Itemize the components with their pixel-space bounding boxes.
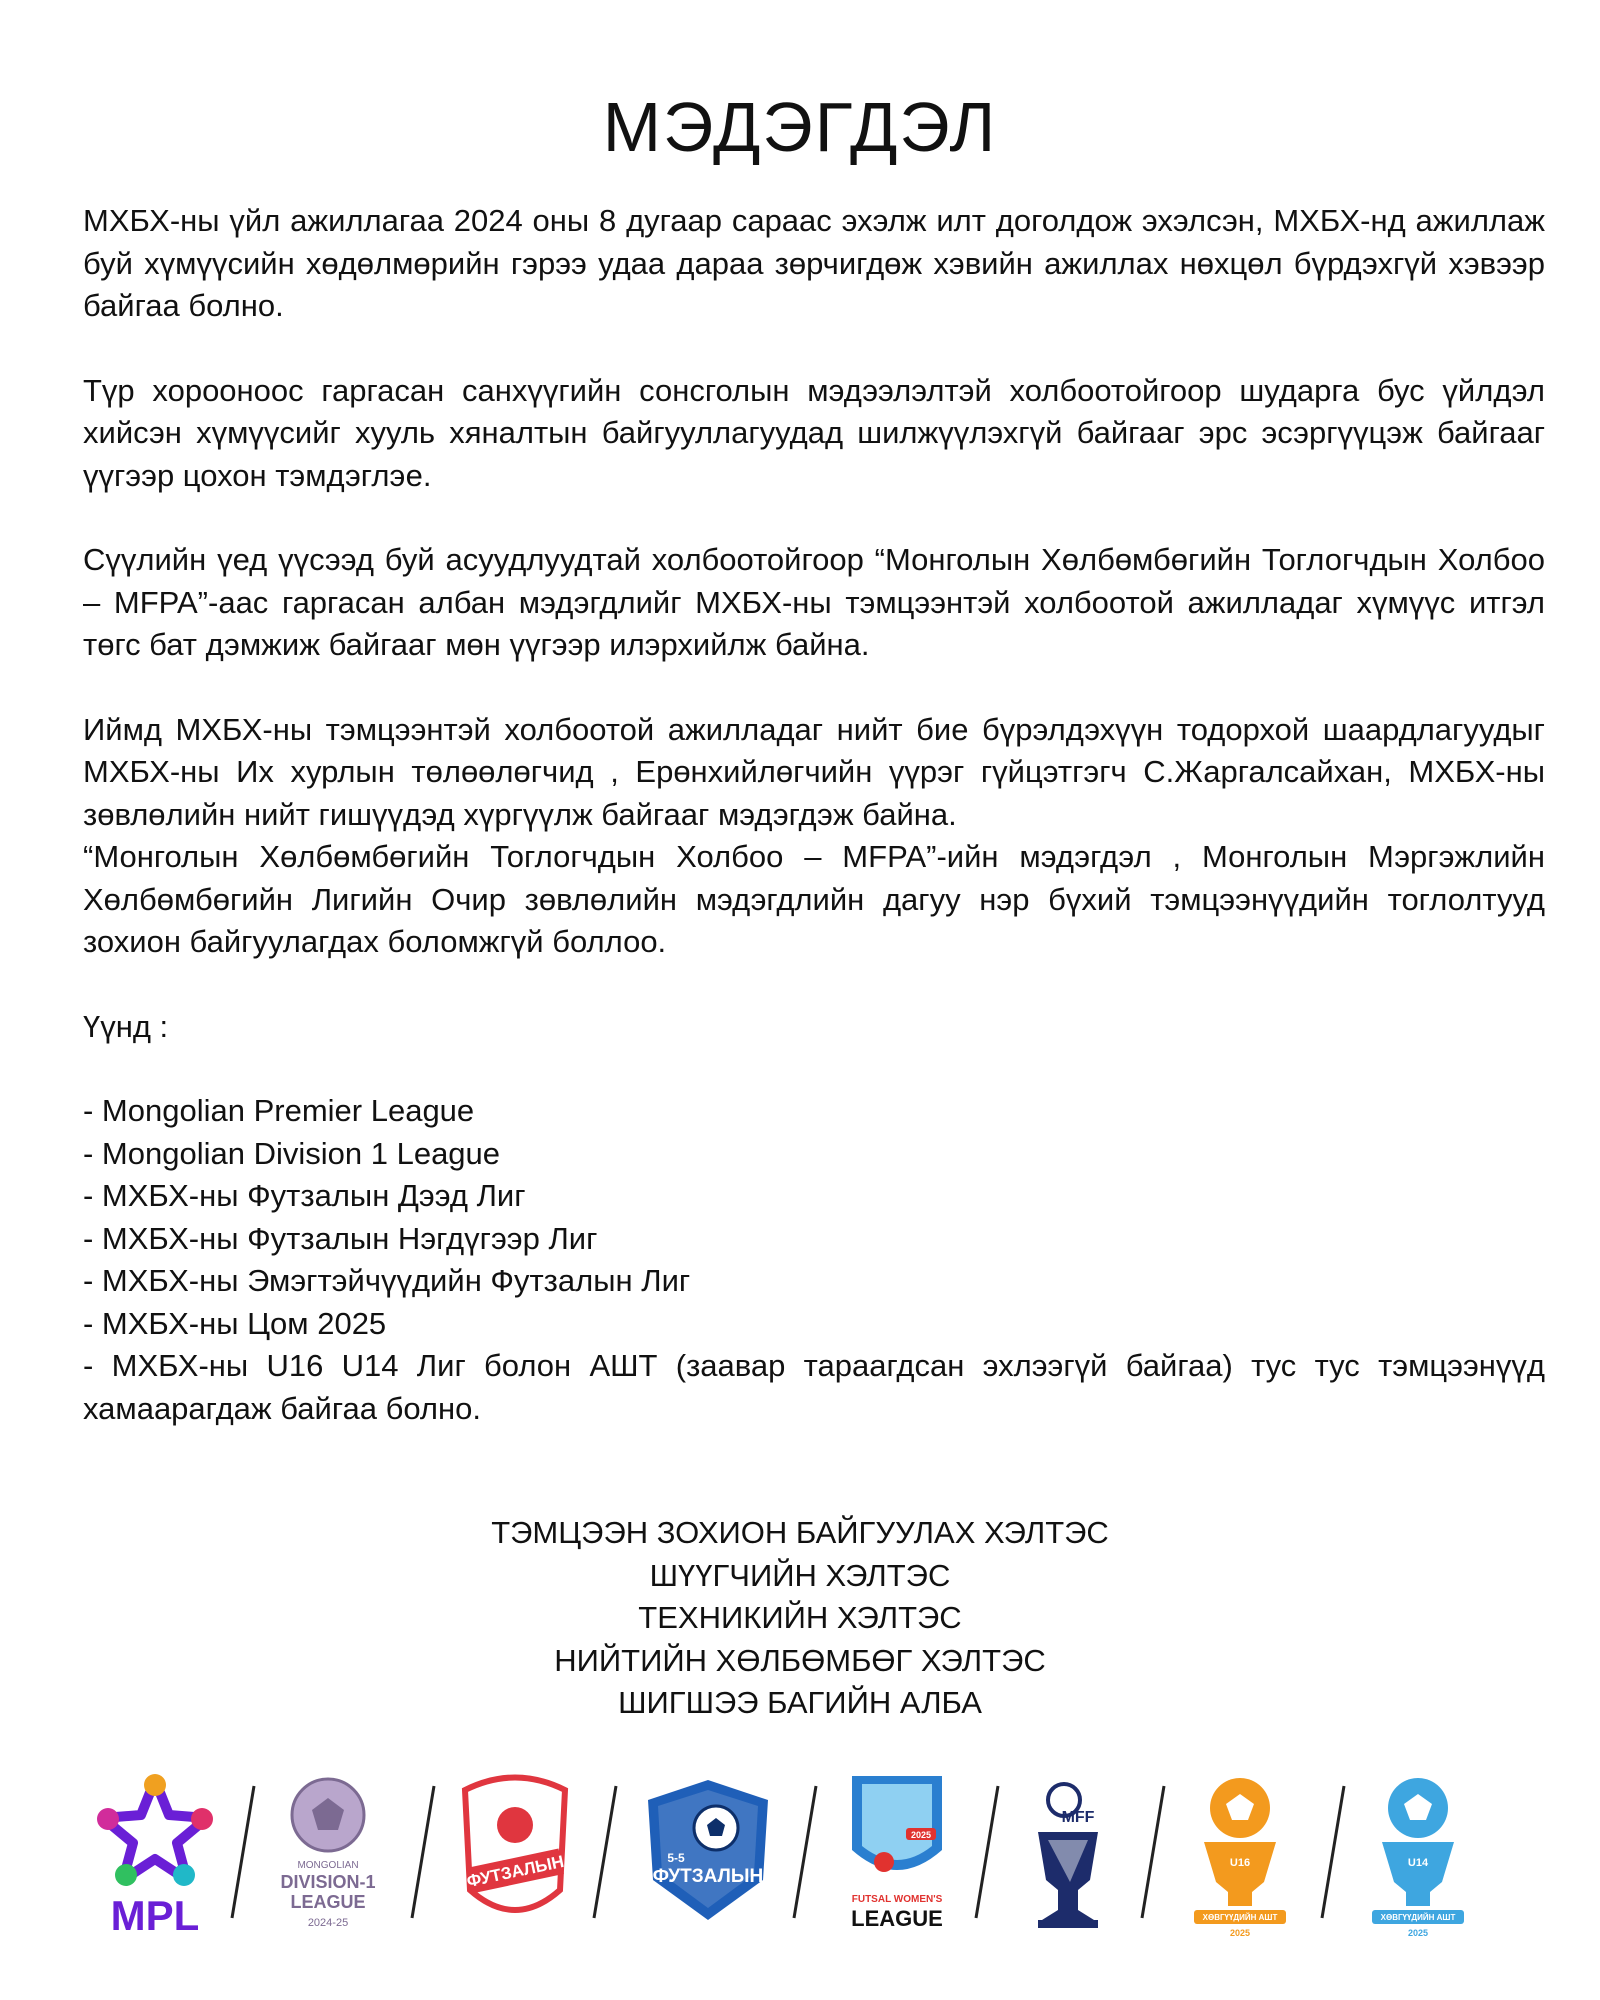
- divider-slash: [1318, 1782, 1348, 1922]
- divider-slash: [972, 1782, 1002, 1922]
- womens-line2-label: LEAGUE: [851, 1906, 943, 1931]
- division1-season-label: 2024-25: [307, 1917, 349, 1929]
- paragraph-2: Түр хорооноос гаргасан санхүүгийн сонсголын мэдээлэлтэй холбоотойгоор шударга бус үйлдэл хийсэн хүмүүсийг хууль хяналтын байгууллагуудад шилжүүлэхгүй байгааг эрс эсэргүүцэж байгааг үүгээр цохон тэмдэглэе.: [83, 372, 1545, 493]
- list-item: - МХБХ-ны Цом 2025: [83, 1305, 387, 1341]
- cup-mark-label: MFF: [1061, 1809, 1095, 1826]
- mpl-label: MPL: [110, 1892, 200, 1939]
- divider-slash: [228, 1782, 258, 1922]
- mpl-logo: [90, 1770, 220, 1940]
- list-item: - МХБХ-ны U16 U14 Лиг болон АШТ (заавар тараагдсан эхлээгүй байгаа) тус тус тэмцээнүүд хамаарагдаж байгаа болно.: [83, 1348, 1545, 1426]
- futsal-red-logo: [450, 1770, 580, 1940]
- u14-logo: [1358, 1770, 1478, 1940]
- list-item: - МХБХ-ны Эмэгтэйчүүдийн Футзалын Лиг: [83, 1263, 691, 1298]
- paragraph-5: “Монголын Хөлбөмбөгийн Тоглогчдын Холбоо – MFPA”-ийн мэдэгдэл , Монголын Мэргэжлийн Хөлбөмбөгийн Лигийн Очир зөвлөлийн мэдэгдлийн дагуу нэр бүхий тэмцээнүүдийн тоглолтууд зохион байгуулагдах боломжгүй боллоо.: [83, 839, 1545, 959]
- signature-line: ТЕХНИКИЙН ХЭЛТЭС: [638, 1600, 962, 1635]
- list-item: - МХБХ-ны Футзалын Нэгдүгээр Лиг: [83, 1220, 598, 1256]
- signature-line: ТЭМЦЭЭН ЗОХИОН БАЙГУУЛАХ ХЭЛТЭС: [491, 1515, 1109, 1550]
- paragraph-1: МХБХ-ны үйл ажиллагаа 2024 оны 8 дугаар сараас эхэлж илт доголдож эхэлсэн, МХБХ-нд ажиллаж буй хүмүүсийн хөдөлмөрийн гэрээ удаа дараа зөрчигдөж хэвийн ажиллах нөхцөл бүрдэхгүй хэвээр байгаа болно.: [83, 203, 1545, 323]
- list-item: - МХБХ-ны Футзалын Дээд Лиг: [83, 1178, 526, 1213]
- divider-slash: [408, 1782, 438, 1922]
- division1-top-label: MONGOLIAN: [297, 1860, 359, 1871]
- u16-year: 2025: [1229, 1928, 1251, 1938]
- u16-logo: [1180, 1770, 1300, 1940]
- divider-slash: [590, 1782, 620, 1922]
- u14-year: 2025: [1407, 1928, 1429, 1938]
- signature-line: ШҮҮГЧИЙН ХЭЛТЭС: [649, 1557, 951, 1593]
- signature-line: ШИГШЭЭ БАГИЙН АЛБА: [618, 1685, 982, 1720]
- u16-text: ХӨВГҮҮДИЙН АШТ: [1202, 1913, 1278, 1922]
- mff-cup-logo: [1008, 1770, 1128, 1940]
- division1-logo: [268, 1770, 388, 1940]
- announcement-body: [83, 200, 1545, 1430]
- womens-year-label: 2025: [910, 1830, 932, 1840]
- paragraph-4: Иймд МХБХ-ны тэмцээнтэй холбоотой ажилладаг нийт бие бүрэлдэхүүн тодорхой шаардлагуудыг МХБХ-ны Их хурлын төлөөлөгчид , Ерөнхийлөгчийн үүрэг гүйцэтгэгч С.Жаргалсайхан, МХБХ-ны зөвлөлийн нийт гишүүдэд хүргүүлж байгааг мэдэгдэж байна.: [83, 711, 1545, 832]
- u14-label: U14: [1407, 1857, 1429, 1869]
- futsal-blue-label: ФУТЗАЛЫН: [652, 1866, 764, 1887]
- signature-line: НИЙТИЙН ХӨЛБӨМБӨГ ХЭЛТЭС: [554, 1642, 1046, 1678]
- u14-text: ХӨВГҮҮДИЙН АШТ: [1380, 1913, 1456, 1922]
- division1-mid-label: DIVISION-1: [280, 1872, 376, 1892]
- league-list: [83, 1090, 1545, 1430]
- list-item: - Mongolian Premier League: [83, 1093, 475, 1128]
- divider-slash: [1138, 1782, 1168, 1922]
- page-title: МЭДЭГДЭЛ: [602, 88, 998, 166]
- womens-league-logo: [832, 1770, 962, 1940]
- list-item: - Mongolian Division 1 League: [83, 1135, 501, 1171]
- logo-strip: [90, 1770, 1530, 1940]
- futsal-red-label: ФУТЗАЛЫН: [465, 1851, 566, 1892]
- paragraph-3: Сүүлийн үед үүсээд буй асуудлуудтай холбоотойгоор “Монголын Хөлбөмбөгийн Тоглогчдын Холбоо – MFPA”-аас гаргасан албан мэдэгдлийг МХБХ-ны тэмцээнтэй холбоотой ажилладаг хүмүүс итгэл төгс бат дэмжиж байгааг мөн үүгээр илэрхийлж байна.: [83, 542, 1545, 662]
- division1-bottom-label: LEAGUE: [290, 1892, 366, 1912]
- womens-line1-label: FUTSAL WOMEN'S: [851, 1894, 943, 1905]
- signature-block: [0, 1512, 1600, 1725]
- u16-label: U16: [1229, 1857, 1251, 1869]
- list-label: Үүнд :: [83, 1008, 169, 1044]
- divider-slash: [790, 1782, 820, 1922]
- futsal-blue-logo: [638, 1770, 778, 1940]
- futsal-blue-tag: 5-5: [667, 1851, 685, 1865]
